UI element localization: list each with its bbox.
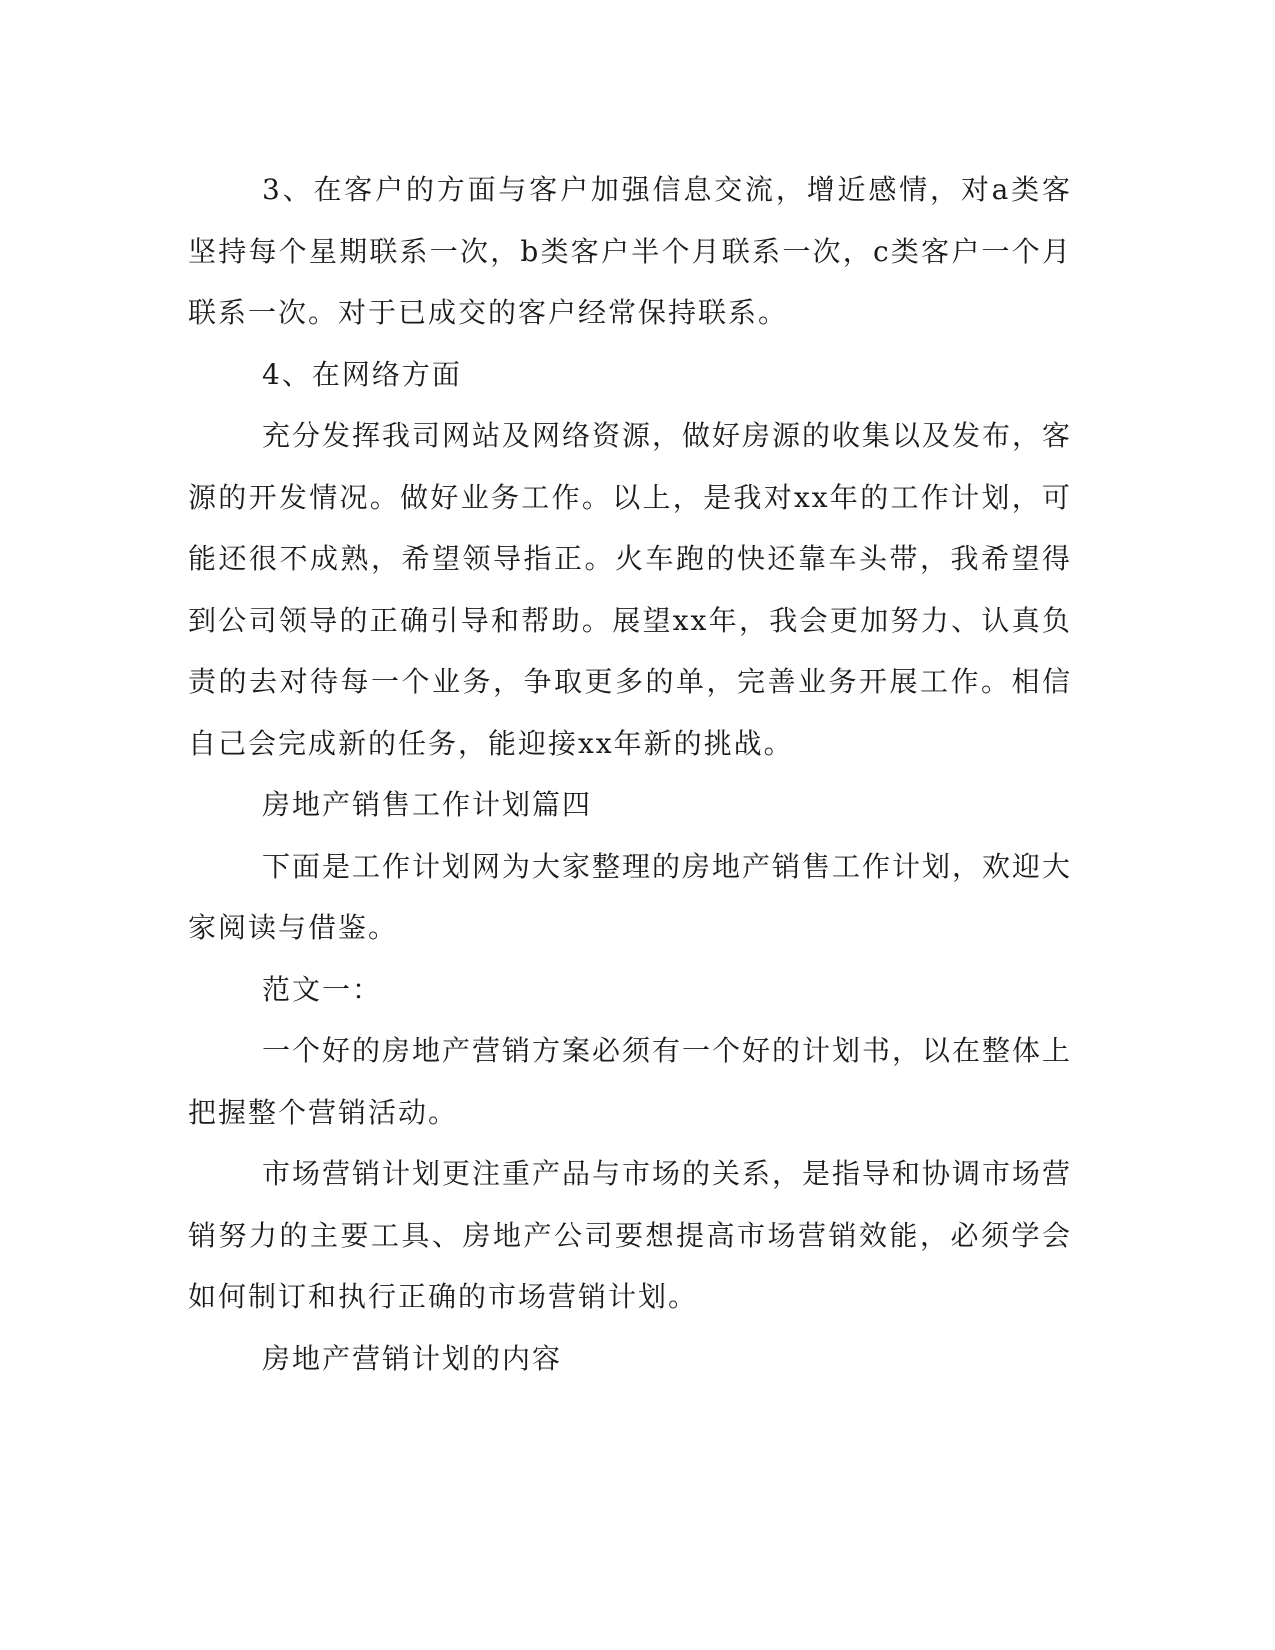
- paragraph-intro: 下面是工作计划网为大家整理的房地产销售工作计划，欢迎大家阅读与借鉴。: [188, 849, 1073, 944]
- paragraph-sample-label: 范文一：: [262, 972, 383, 1006]
- paragraph-marketing-plan: 市场营销计划更注重产品与市场的关系，是指导和协调市场营销努力的主要工具、房地产公司要想提高市场营销效能，必须学会如何制订和执行正确的市场营销计划。: [188, 1157, 1073, 1313]
- document-body: [188, 159, 1072, 1389]
- paragraph-customer-contact: 3、在客户的方面与客户加强信息交流，增近感情，对a类客坚持每个星期联系一次，b类客户半个月联系一次，c类客户一个月联系一次。对于已成交的客户经常保持联系。: [188, 173, 1072, 329]
- paragraph-plan-contents-heading: 房地产营销计划的内容: [262, 1341, 563, 1375]
- paragraph-network-heading: 4、在网络方面: [262, 357, 462, 391]
- paragraph-section-title: 房地产销售工作计划篇四: [262, 788, 593, 821]
- paragraph-plan-importance: 一个好的房地产营销方案必须有一个好的计划书，以在整体上把握整个营销活动。: [188, 1034, 1073, 1129]
- paragraph-network-body: 充分发挥我司网站及网络资源，做好房源的收集以及发布，客源的开发情况。做好业务工作。以上，是我对xx年的工作计划，可能还很不成熟，希望领导指正。火车跑的快还靠车头带，我希望得到公司领导的正确引导和帮助。展望xx年，我会更加努力、认真负责的去对待每一个业务，争取更多的单，完善业务开展工作。相信自己会完成新的任务，能迎接xx年新的挑战。: [188, 419, 1073, 760]
